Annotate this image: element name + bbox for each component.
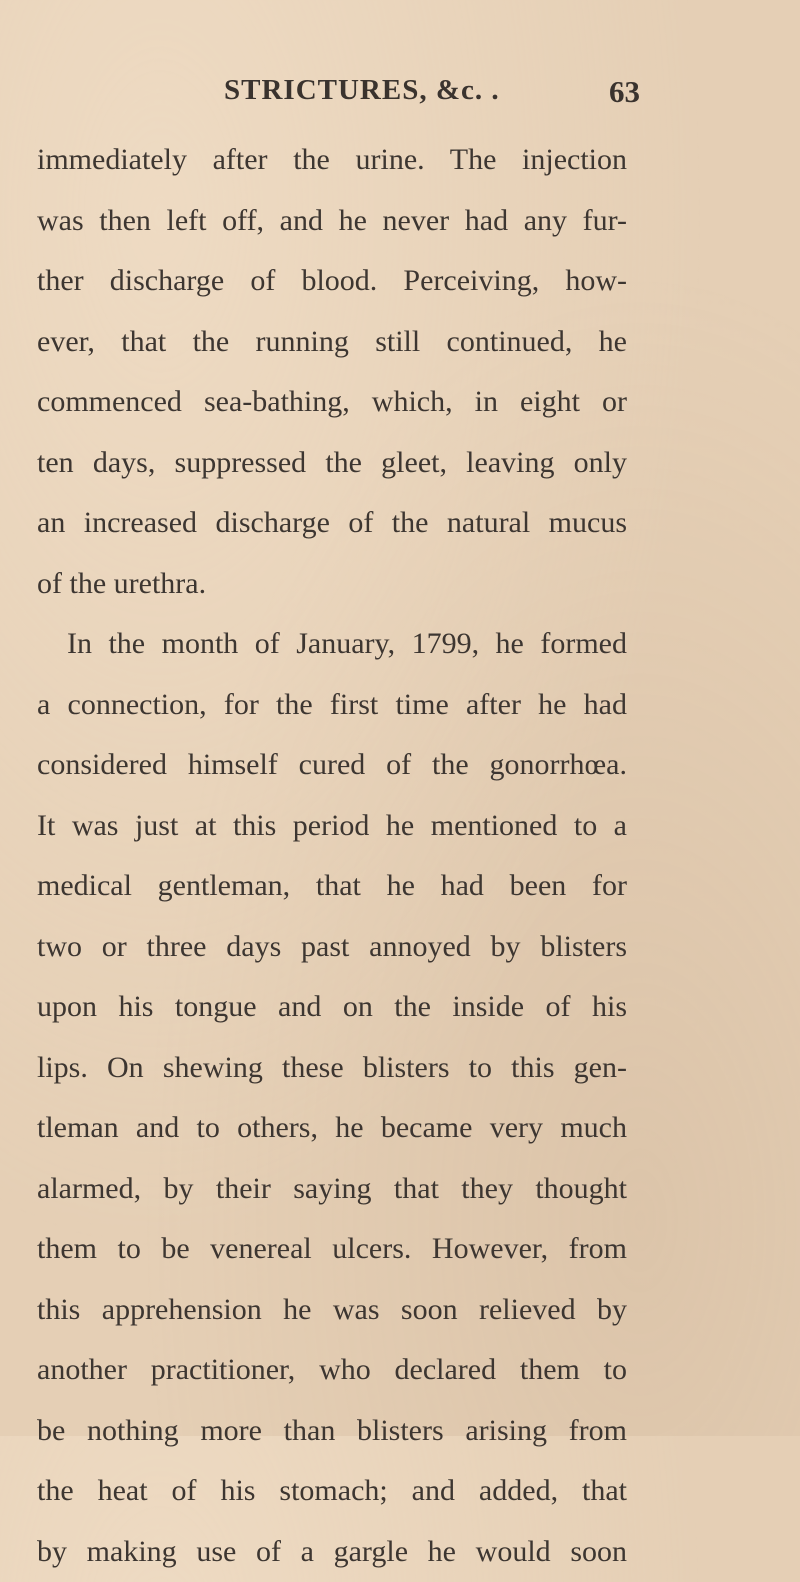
text-line: ten days, suppressed the gleet, leaving only [37,433,627,494]
text-line: be nothing more than blisters arising from [37,1401,627,1462]
text-line: ther discharge of blood. Perceiving, how- [37,251,627,312]
body-text [37,130,627,1582]
text-line: considered himself cured of the gonorrhœa. [37,735,627,796]
text-line: medical gentleman, that he had been for [37,856,627,917]
text-line: two or three days past annoyed by blisters [37,917,627,978]
text-line: this apprehension he was soon relieved by [37,1280,627,1341]
text-line: of the urethra. [37,554,627,615]
page-number: 63 [609,74,640,110]
running-title: STRICTURES, &c. . [224,74,500,107]
text-line: tleman and to others, he became very much [37,1098,627,1159]
text-line: lips. On shewing these blisters to this gen- [37,1038,627,1099]
text-line: was then left off, and he never had any fur- [37,191,627,252]
text-line: another practitioner, who declared them to [37,1340,627,1401]
text-line: a connection, for the first time after he had [37,675,627,736]
text-line: commenced sea-bathing, which, in eight or [37,372,627,433]
text-line: alarmed, by their saying that they thought [37,1159,627,1220]
text-line: by making use of a gargle he would soon [37,1522,627,1582]
text-line: them to be venereal ulcers. However, from [37,1219,627,1280]
text-line: It was just at this period he mentioned to a [37,796,627,857]
text-line: upon his tongue and on the inside of his [37,977,627,1038]
text-line: an increased discharge of the natural mucus [37,493,627,554]
text-line: the heat of his stomach; and added, that [37,1461,627,1522]
running-head [200,74,640,114]
text-line: immediately after the urine. The injection [37,130,627,191]
paragraph-start-line: In the month of January, 1799, he formed [37,614,627,675]
text-line: ever, that the running still continued, he [37,312,627,373]
